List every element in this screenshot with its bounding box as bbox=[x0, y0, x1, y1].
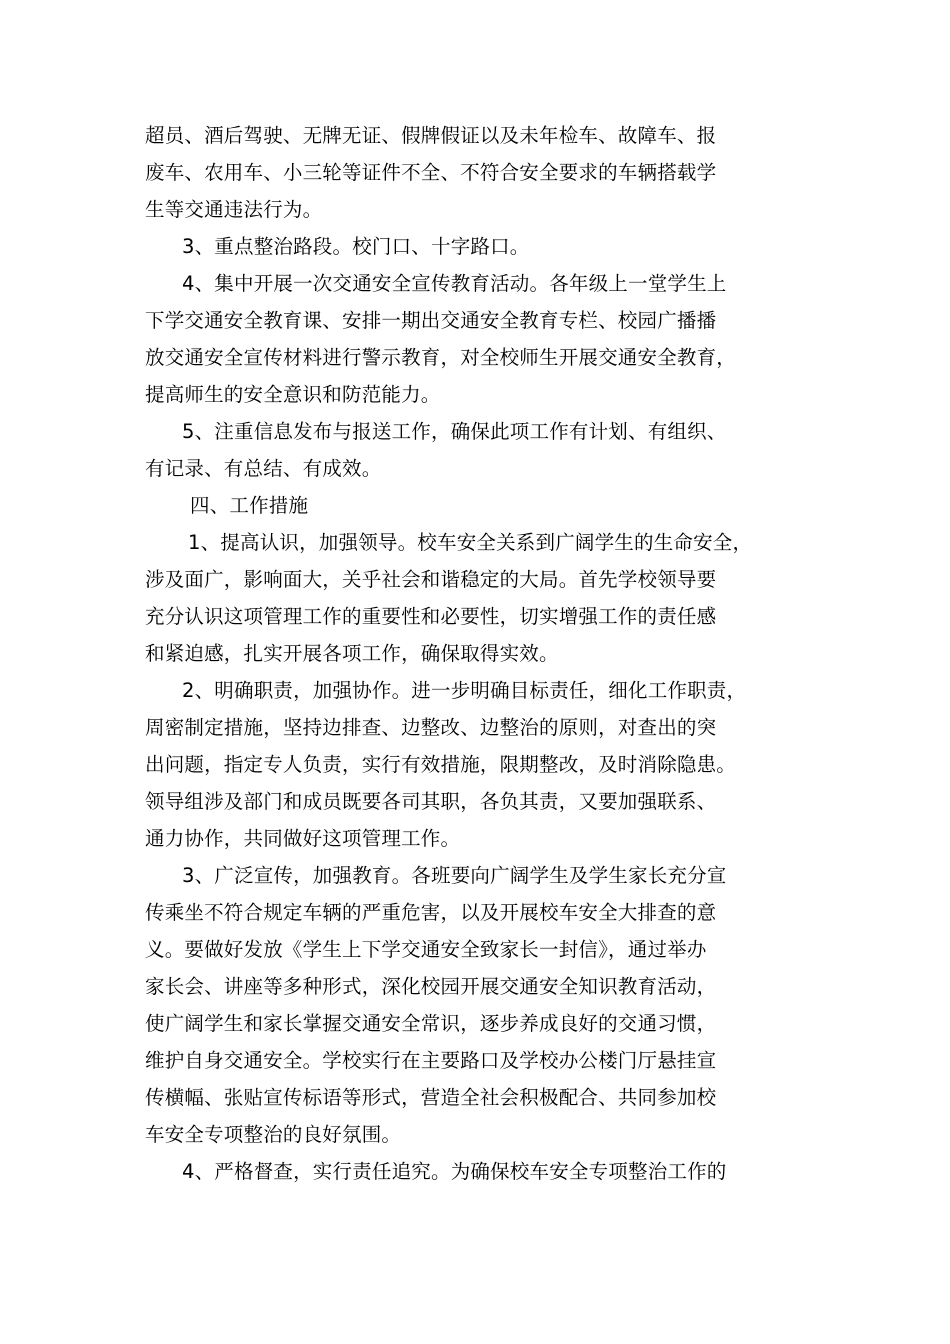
text-line: 生等交通违法行为。 bbox=[145, 198, 323, 221]
text-line: 车安全专项整治的良好氛围。 bbox=[145, 1123, 402, 1146]
text-line: 传横幅、张贴宣传标语等形式，营造全社会积极配合、共同参加校 bbox=[145, 1086, 717, 1109]
text-line: 和紧迫感，扎实开展各项工作，确保取得实效。 bbox=[145, 642, 559, 665]
text-line: 1、提高认识，加强领导。校车安全关系到广阔学生的生命安全， bbox=[188, 531, 753, 554]
text-line: 2、明确职责，加强协作。进一步明确目标责任，细化工作职责， bbox=[182, 679, 747, 702]
text-line: 使广阔学生和家长掌握交通安全常识，逐步养成良好的交通习惯， bbox=[145, 1012, 717, 1035]
text-line: 周密制定措施，坚持边排查、边整改、边整治的原则，对查出的突 bbox=[145, 716, 717, 739]
text-line: 涉及面广，影响面大，关乎社会和谐稳定的大局。首先学校领导要 bbox=[145, 568, 717, 591]
text-line: 通力协作，共同做好这项管理工作。 bbox=[145, 827, 461, 850]
text-line: 废车、农用车、小三轮等证件不全、不符合安全要求的车辆搭载学 bbox=[145, 161, 717, 184]
text-line: 出问题，指定专人负责，实行有效措施，限期整改，及时消除隐患。 bbox=[145, 753, 737, 776]
text-line: 3、重点整治路段。校门口、十字路口。 bbox=[182, 235, 530, 258]
text-line: 放交通安全宣传材料进行警示教育，对全校师生开展交通安全教育， bbox=[145, 346, 737, 369]
text-line: 充分认识这项管理工作的重要性和必要性，切实增强工作的责任感 bbox=[145, 605, 717, 628]
text-line: 下学交通安全教育课、安排一期出交通安全教育专栏、校园广播播 bbox=[145, 309, 717, 332]
text-line: 5、注重信息发布与报送工作，确保此项工作有计划、有组织、 bbox=[182, 420, 727, 443]
text-line: 3、广泛宣传，加强教育。各班要向广阔学生及学生家长充分宣 bbox=[182, 864, 727, 887]
text-line: 家长会、讲座等多种形式，深化校园开展交通安全知识教育活动， bbox=[145, 975, 717, 998]
section-heading: 四、工作措施 bbox=[190, 494, 309, 517]
text-line: 维护自身交通安全。学校实行在主要路口及学校办公楼门厅悬挂宣 bbox=[145, 1049, 717, 1072]
text-line: 提高师生的安全意识和防范能力。 bbox=[145, 383, 441, 406]
text-line: 4、严格督查，实行责任追究。为确保校车安全专项整治工作的 bbox=[182, 1160, 727, 1183]
text-line: 领导组涉及部门和成员既要各司其职，各负其责，又要加强联系、 bbox=[145, 790, 717, 813]
text-line: 超员、酒后驾驶、无牌无证、假牌假证以及未年检车、故障车、报 bbox=[145, 124, 717, 147]
text-line: 有记录、有总结、有成效。 bbox=[145, 457, 382, 480]
text-line: 传乘坐不符合规定车辆的严重危害，以及开展校车安全大排查的意 bbox=[145, 901, 717, 924]
text-line: 义。要做好发放《学生上下学交通安全致家长一封信》，通过举办 bbox=[145, 938, 707, 961]
text-line: 4、集中开展一次交通安全宣传教育活动。各年级上一堂学生上 bbox=[182, 272, 727, 295]
